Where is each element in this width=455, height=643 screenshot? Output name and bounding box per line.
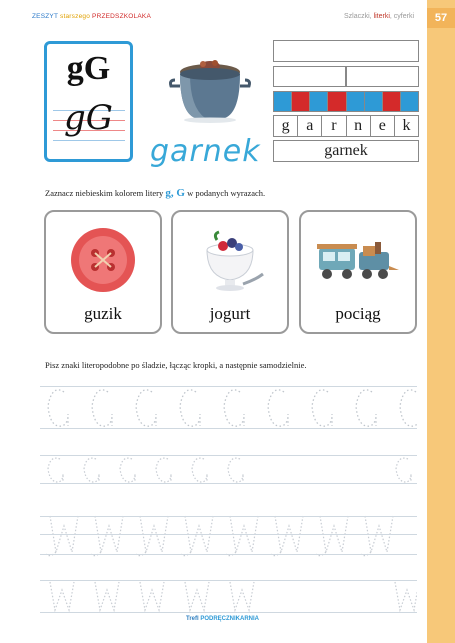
script-letters: gG: [64, 98, 113, 138]
publisher-brand-2: PODRĘCZNIKARNIA: [200, 616, 260, 622]
instruction-1: [45, 187, 265, 199]
card-label: guzik: [84, 304, 122, 323]
trace-w-small: [395, 582, 417, 610]
trace-w-large: [136, 516, 168, 556]
section-title: [344, 13, 414, 20]
trace-w-small: [50, 582, 74, 610]
trace-g-large: [312, 390, 332, 426]
yogurt-icon: [187, 222, 273, 298]
trace-g-small: [396, 458, 411, 482]
trace-row-2: [40, 453, 417, 485]
trace-g-small: [156, 458, 171, 482]
color-cell-red: [383, 92, 401, 111]
trace-g-large: [268, 390, 288, 426]
trace-row-3: [40, 512, 417, 560]
trace-g-small: [48, 458, 63, 482]
trace-w-small: [230, 582, 254, 610]
letter-cell: g: [274, 116, 298, 136]
color-cell-blue: [365, 92, 383, 111]
color-cell-red: [328, 92, 346, 111]
trace-w-small: [95, 582, 119, 610]
trace-w-large: [271, 516, 303, 556]
letter-cell: k: [402, 117, 411, 134]
color-cell-blue: [310, 92, 328, 111]
train-icon: [315, 222, 405, 298]
series-title-part1: ZESZYT: [32, 13, 59, 20]
print-letters: gG: [66, 50, 111, 87]
trace-row-1: [40, 380, 417, 430]
trace-g-large: [48, 390, 68, 426]
trace-g-large: [224, 390, 244, 426]
trace-g-small: [192, 458, 207, 482]
letters-row: [273, 115, 419, 137]
trace-w-large: [46, 516, 78, 556]
section-title-part1: Szlaczki,: [344, 13, 374, 20]
color-cell-blue: [274, 92, 292, 111]
trace-w-large: [316, 516, 348, 556]
publisher-brand: Trefl: [186, 616, 199, 622]
trace-g-large: [180, 390, 200, 426]
series-title-part2: starszego: [60, 13, 91, 20]
instruction-1-letters: g, G: [165, 187, 185, 199]
letter-cell: a: [298, 116, 322, 136]
section-title-part3: , cyferki: [389, 13, 415, 20]
section-title-part2: literki: [373, 13, 390, 20]
dotted-w-strokes-2: [40, 576, 417, 616]
trace-g-small: [120, 458, 135, 482]
card-label: pociąg: [335, 304, 381, 323]
dotted-g-strokes-2: [40, 453, 417, 485]
instruction-2: Pisz znaki literopodobne po śladzie, łącząc kropki, a następnie samodzielnie.: [45, 360, 307, 370]
trace-w-large: [226, 516, 258, 556]
series-title-part3: PRZEDSZKOLAKA: [92, 13, 151, 20]
letter-card: [44, 41, 133, 162]
word-printed: garnek: [273, 140, 419, 162]
series-title: [32, 13, 151, 20]
trace-g-large: [400, 390, 417, 426]
trace-w-large: [361, 516, 393, 556]
color-cell-red: [292, 92, 310, 111]
dotted-w-strokes-1: [40, 512, 417, 560]
trace-g-large: [92, 390, 112, 426]
letter-cell: n: [347, 116, 371, 136]
trace-w-large: [91, 516, 123, 556]
publisher-logo: [186, 616, 259, 622]
trace-g-small: [84, 458, 99, 482]
button-icon: [60, 222, 146, 298]
write-box-full: [273, 40, 419, 62]
pot-icon: [165, 52, 255, 127]
write-box-left: [273, 66, 346, 87]
trace-g-small: [228, 458, 243, 482]
color-cell-blue: [347, 92, 365, 111]
letter-cell: e: [371, 116, 395, 136]
trace-w-small: [185, 582, 209, 610]
trace-row-4: [40, 576, 417, 616]
trace-w-small: [140, 582, 164, 610]
instruction-1-before: Zaznacz niebieskim kolorem litery: [45, 188, 166, 198]
word-script: garnek: [150, 134, 261, 169]
page-number: 57: [427, 8, 455, 28]
card-label: jogurt: [209, 304, 251, 323]
trace-g-large: [356, 390, 376, 426]
word-card-jogurt[interactable]: [171, 210, 289, 334]
trace-w-large: [181, 516, 213, 556]
dotted-g-strokes-1: [40, 380, 417, 430]
trace-g-large: [136, 390, 156, 426]
instruction-1-after: w podanych wyrazach.: [184, 188, 266, 198]
word-card-guzik[interactable]: [44, 210, 162, 334]
color-cell-blue: [401, 92, 418, 111]
syllable-color-row: [273, 91, 419, 112]
write-box-right: [346, 66, 419, 87]
letter-cell: r: [322, 116, 346, 136]
word-card-pociag[interactable]: [299, 210, 417, 334]
side-accent-strip: [427, 0, 455, 643]
